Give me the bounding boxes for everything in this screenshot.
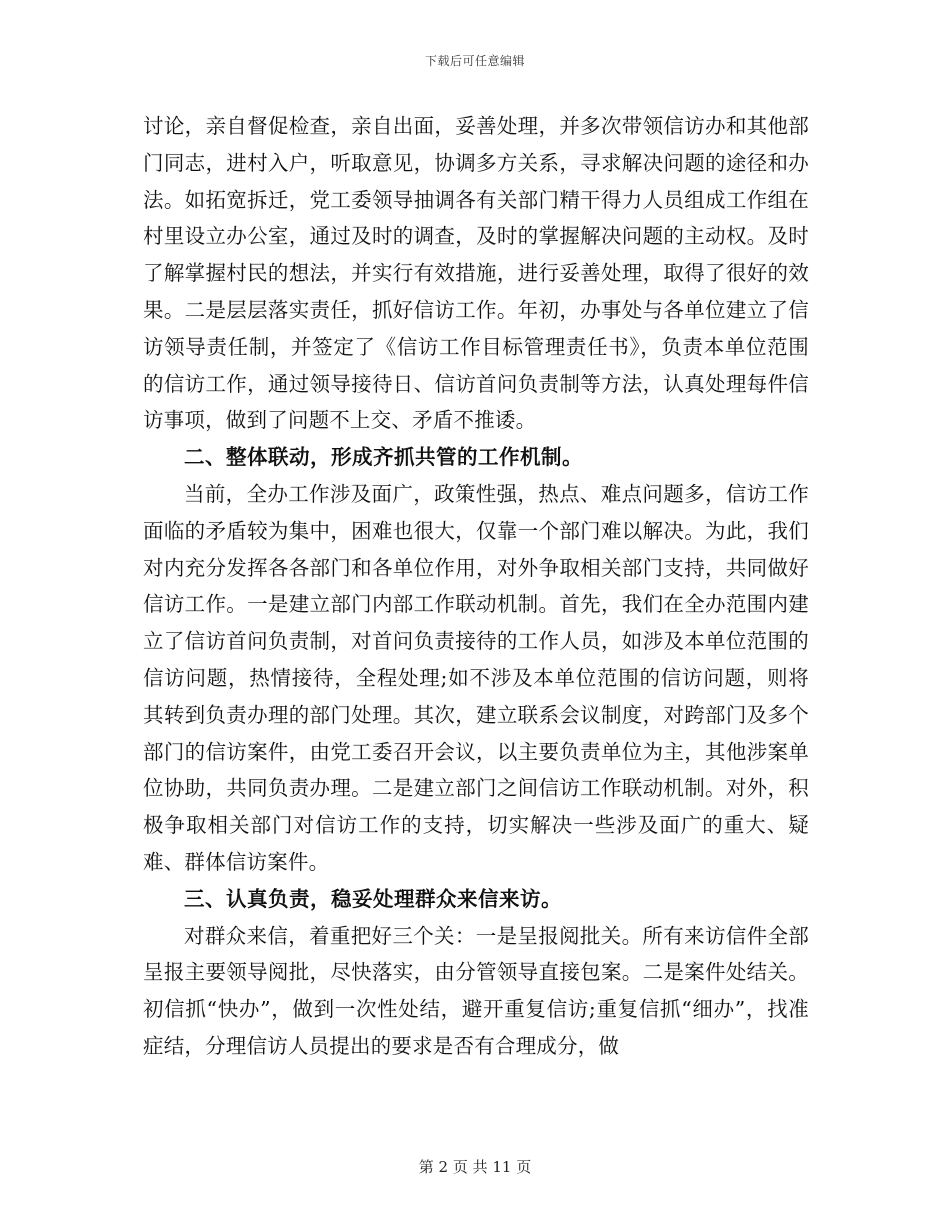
page-footer: 第 2 页 共 11 页 — [418, 1158, 532, 1176]
page-header: 下载后可任意编辑 — [424, 54, 525, 68]
document-body — [143, 108, 809, 1065]
section-heading-2: 二、整体联动，形成齐抓共管的工作机制。 — [184, 445, 583, 470]
paragraph-continued: 讨论，亲自督促检查，亲自出面，妥善处理，并多次带领信访办和其他部门同志，进村入户，听取意见，协调多方关系，寻求解决问题的途径和办法。如拓宽拆迁，党工委领导抽调各有关部门精干得力人员组成工作组在村里设立办公室，通过及时的调查，及时的掌握解决问题的主动权。及时了解掌握村民的想法，并实行有效措施，进行妥善处理，取得了很好的效果。二是层层落实责任，抓好信访工作。年初，办事处与各单位建立了信访领导责任制，并签定了《信访工作目标管理责任书》，负责本单位范围的信访工作，通过领导接待日、信访首问负责制等方法，认真处理每件信访事项，做到了问题不上交、矛盾不推诿。 — [143, 114, 809, 433]
section-heading-3: 三、认真负责，稳妥处理群众来信来访。 — [184, 886, 562, 911]
paragraph-section-2: 当前，全办工作涉及面广，政策性强，热点、难点问题多，信访工作面临的矛盾较为集中，困难也很大，仅靠一个部门难以解决。为此，我们对内充分发挥各各部门和各单位作用，对外争取相关部门支持，共同做好信访工作。一是建立部门内部工作联动机制。首先，我们在全办范围内建立了信访首问负责制，对首问负责接待的工作人员，如涉及本单位范围的信访问题，热情接待，全程处理;如不涉及本单位范围的信访问题，则将其转到负责办理的部门处理。其次，建立联系会议制度，对跨部门及多个部门的信访案件，由党工委召开会议，以主要负责单位为主，其他涉案单位协助，共同负责办理。二是建立部门之间信访工作联动机制。对外，积极争取相关部门对信访工作的支持，切实解决一些涉及面广的重大、疑难、群体信访案件。 — [143, 481, 809, 874]
paragraph-section-3: 对群众来信，着重把好三个关：一是呈报阅批关。所有来访信件全部呈报主要领导阅批，尽快落实，由分管领导直接包案。二是案件处结关。初信抓“快办”，做到一次性处结，避开重复信访;重复信抓“细办”，找准症结，分理信访人员提出的要求是否有合理成分，做 — [143, 923, 809, 1058]
